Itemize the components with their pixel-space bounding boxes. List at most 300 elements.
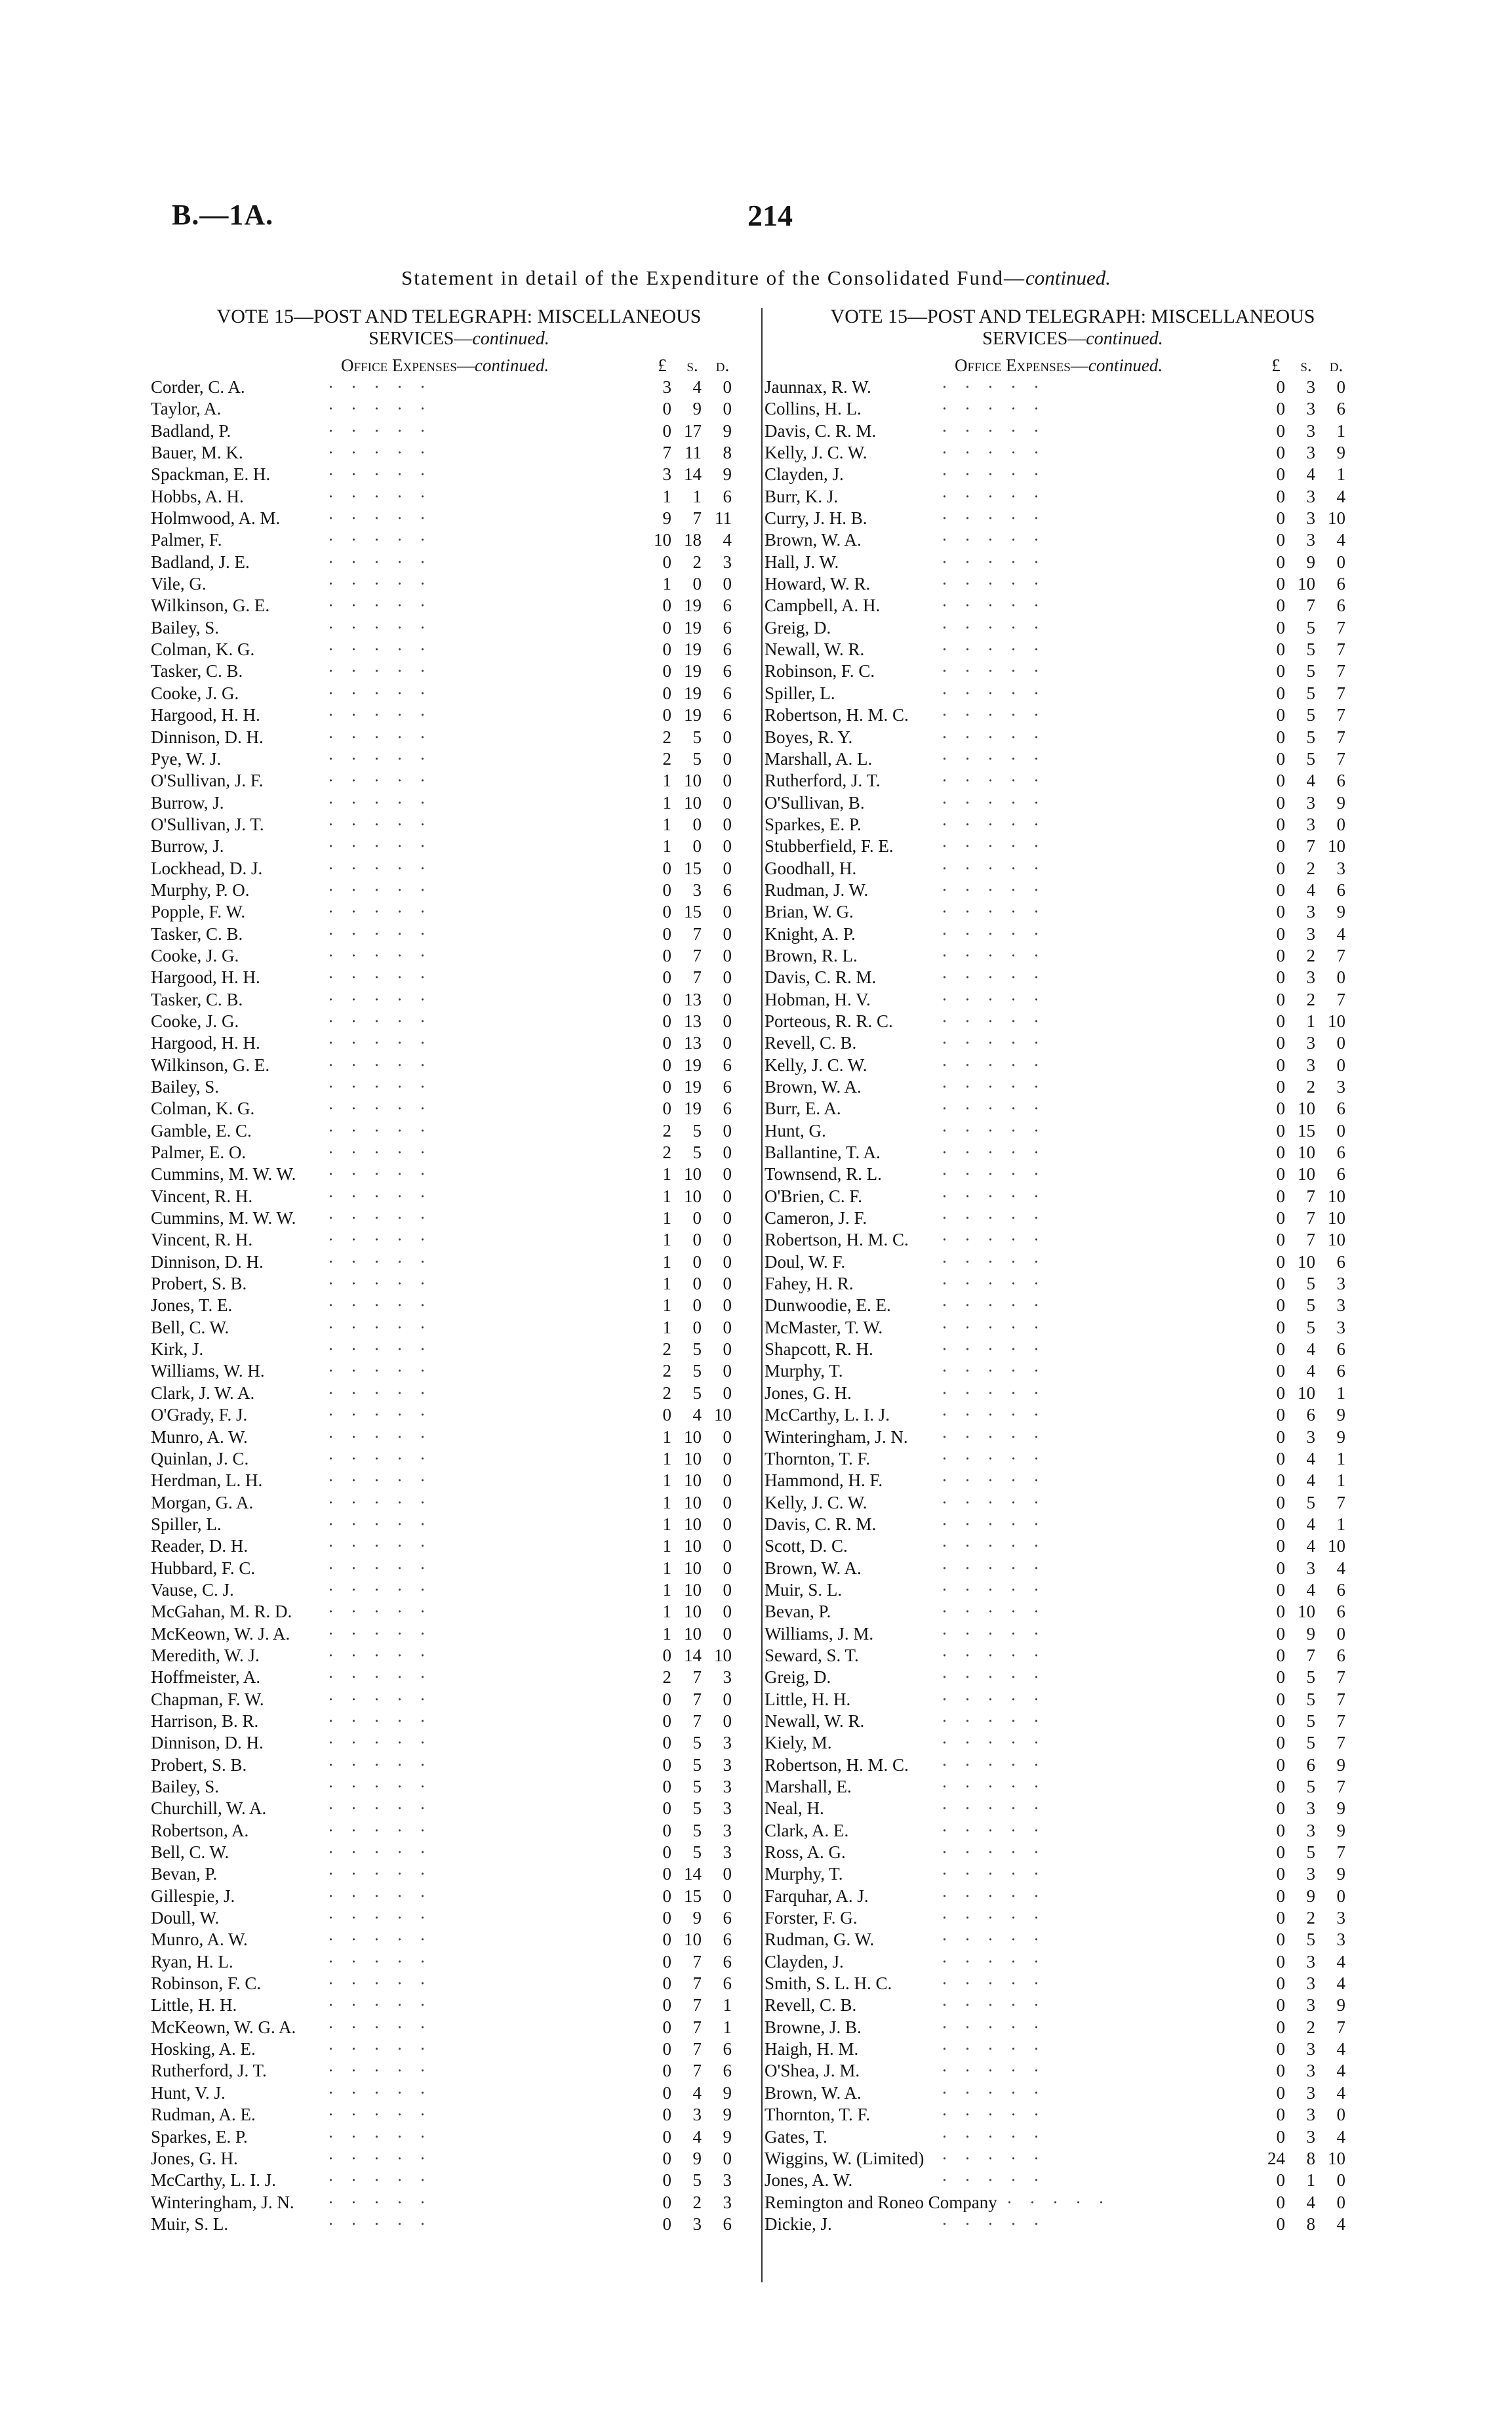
pounds-value: 0 [1276,1667,1285,1688]
pounds-value: 0 [1276,2192,1285,2212]
pounds-value: 1 [662,1470,671,1491]
page-number: 214 [747,199,793,232]
expense-row [765,1929,1381,1951]
shillings-value: 5 [1306,1842,1315,1863]
shillings-value: 3 [1306,1995,1315,2015]
expense-row [765,814,1381,836]
pence-value: 4 [1336,2061,1345,2081]
expense-row [151,2214,767,2235]
pounds-value: 0 [1276,727,1285,747]
pounds-value: 1 [662,486,671,506]
shillings-value: 5 [1306,1930,1315,1950]
shillings-value: 4 [1306,879,1315,900]
pounds-value: 0 [1276,1033,1285,1053]
pence-value: 9 [723,2082,732,2103]
shillings-value: 9 [692,399,702,419]
shillings-value: 5 [1306,639,1315,660]
pence-value: 3 [1336,1930,1345,1950]
shillings-value: 10 [684,1579,702,1600]
pounds-value: 0 [1276,814,1285,834]
shillings-value: 3 [1306,1033,1315,1053]
expense-row [151,1076,767,1098]
expense-row [765,1142,1381,1163]
pence-value: 1 [1336,1470,1345,1491]
payee-name: Tasker, C. B. [151,923,243,944]
pounds-value: 0 [662,705,671,725]
right-services-continued: continued. [1086,329,1163,349]
shillings-value: 3 [1306,814,1315,834]
payee-name: Hunt, G. [765,1120,826,1141]
pence-value: 0 [1336,2170,1345,2191]
shillings-value: 5 [1306,617,1315,637]
expense-row [151,1579,767,1601]
pounds-value: 1 [662,1492,671,1512]
payee-name: Kelly, J. C. W. [765,1492,867,1512]
pounds-value: 0 [662,1777,671,1796]
pounds-value: 0 [662,967,671,988]
shillings-value: 3 [1306,1973,1315,1994]
payee-name: Dinnison, D. H. [151,727,264,747]
shillings-value: 2 [1306,2017,1315,2037]
pounds-value: 0 [662,945,671,965]
shillings-value: 10 [1298,1602,1315,1622]
pounds-value: 1 [662,1208,671,1228]
expense-row [765,1710,1381,1732]
pence-value: 9 [723,2126,732,2147]
leader-dots: ····· [328,2039,443,2059]
payee-name: McKeown, W. G. A. [151,2017,296,2037]
shillings-value: 10 [684,1514,702,1534]
expense-row [765,1076,1381,1098]
payee-name: Porteous, R. R. C. [765,1011,893,1031]
expense-row [765,1383,1381,1404]
payee-name: Munro, A. W. [151,1930,248,1950]
pounds-value: 0 [662,858,671,878]
pounds-value: 0 [1276,1536,1285,1556]
expense-row [151,595,767,617]
pounds-value: 0 [1276,1011,1285,1031]
pence-value: 10 [714,1645,732,1665]
payee-name: Wilkinson, G. E. [151,1055,270,1075]
leader-dots: ····· [328,1930,443,1950]
shillings-value: 0 [692,1208,702,1228]
pence-value: 0 [723,377,732,397]
leader-dots: ····· [942,705,1056,725]
expense-row [151,1120,767,1142]
expense-row [765,376,1381,398]
expense-row [151,792,767,814]
leader-dots: ····· [942,945,1056,965]
left-services-continued: continued. [472,329,549,349]
leader-dots: ····· [328,2126,443,2147]
leader-dots: ····· [328,1886,443,1906]
leader-dots: ····· [328,1995,443,2015]
shillings-value: 9 [1306,1623,1315,1644]
right-expense-list [765,376,1381,2235]
pounds-value: 0 [1276,1055,1285,1075]
payee-name: Probert, S. B. [151,1274,247,1294]
right-vote-heading: VOTE 15—POST AND TELEGRAPH: MISCELLANEOUS [830,306,1315,327]
shillings-value: 4 [1306,1579,1315,1600]
expense-row [765,1404,1381,1426]
expense-row [765,727,1381,748]
shillings-value: 10 [1298,1164,1315,1184]
pence-value: 9 [1336,443,1345,463]
pence-value: 7 [1336,1492,1345,1512]
payee-name: Collins, H. L. [765,399,862,419]
pounds-value: 0 [1276,1777,1285,1796]
shillings-value: 5 [692,1842,702,1863]
payee-name: Kelly, J. C. W. [765,443,867,463]
shillings-value: 3 [692,2105,702,2125]
payee-name: Robinson, F. C. [151,1973,262,1994]
leader-dots: ····· [942,879,1056,900]
pounds-value: 0 [1276,2039,1285,2059]
expense-row [765,1448,1381,1470]
payee-name: Palmer, E. O. [151,1142,247,1163]
expense-row [151,1251,767,1273]
expense-row [151,2038,767,2060]
expense-row [765,1623,1381,1645]
leader-dots: ····· [328,1492,443,1512]
shillings-value: 10 [684,1930,702,1950]
pounds-value: 0 [1276,420,1285,441]
expense-row [151,639,767,660]
expense-row [765,1514,1381,1535]
leader-dots: ····· [942,1383,1056,1403]
pounds-value: 0 [1276,508,1285,529]
pence-value: 4 [723,530,732,550]
pence-value: 10 [714,1405,732,1425]
expense-row [151,1886,767,1907]
leader-dots: ····· [942,683,1056,703]
expense-row [765,1994,1381,2016]
payee-name: Hunt, V. J. [151,2082,226,2103]
payee-name: Rutherford, J. T. [151,2061,267,2081]
payee-name: Cummins, M. W. W. [151,1164,296,1184]
payee-name: Williams, W. H. [151,1361,265,1381]
expense-row [151,1929,767,1951]
pounds-value: 0 [662,1951,671,1971]
pounds-value: 0 [1276,858,1285,878]
payee-name: Lockhead, D. J. [151,858,263,878]
leader-dots: ····· [942,1623,1056,1644]
expense-row [765,1098,1381,1120]
shillings-value: 0 [692,574,702,594]
payee-name: O'Grady, F. J. [151,1405,248,1425]
leader-dots: ····· [942,2039,1056,2059]
pounds-value: 0 [1276,1710,1285,1731]
left-office-header [151,350,767,376]
leader-dots: ····· [942,748,1056,769]
payee-name: Brown, W. A. [765,530,862,550]
pounds-value: 0 [1276,1623,1285,1644]
pence-value: 0 [723,1361,732,1381]
payee-name: Bell, C. W. [151,1842,229,1863]
shillings-value: 3 [1306,2039,1315,2059]
leader-dots: ····· [942,1820,1056,1840]
pounds-value: 0 [1276,792,1285,813]
pence-value: 0 [723,1886,732,1906]
pence-value: 6 [1336,1142,1345,1163]
expense-row [765,1842,1381,1863]
leader-dots: ····· [942,923,1056,944]
payee-name: Wiggins, W. (Limited) [765,2148,925,2168]
shillings-value: 6 [1306,1405,1315,1425]
pounds-value: 0 [662,1033,671,1053]
pounds-value: 0 [1276,2105,1285,2125]
payee-name: Winteringham, J. N. [151,2192,294,2212]
payee-name: Dickie, J. [765,2214,832,2234]
pence-value: 6 [723,1055,732,1075]
pounds-value: 0 [1276,596,1285,616]
leader-dots: ····· [942,1754,1056,1775]
expense-row [151,1295,767,1316]
leader-dots: ····· [328,1077,443,1097]
pence-value: 1 [1336,464,1345,485]
pence-value: 6 [723,705,732,725]
pounds-value: 0 [662,420,671,441]
pence-value: 4 [1336,1973,1345,1994]
pence-value: 0 [723,727,732,747]
payee-name: Jones, G. H. [765,1383,852,1403]
shillings-value: 10 [1298,1099,1315,1119]
shillings-value: 15 [684,902,702,922]
leader-dots: ····· [328,858,443,878]
payee-name: O'Sullivan, J. F. [151,771,264,791]
expense-row [151,1186,767,1207]
pence-value: 0 [723,1208,732,1228]
expense-row [765,442,1381,464]
leader-dots: ····· [328,1099,443,1119]
pounds-value: 0 [1276,1514,1285,1534]
leader-dots: ····· [328,1274,443,1294]
pence-value: 10 [1328,1230,1345,1250]
payee-name: Brian, W. G. [765,902,854,922]
leader-dots: ····· [328,814,443,834]
payee-name: Gillespie, J. [151,1886,235,1906]
expense-row [151,2148,767,2170]
pence-value: 7 [1336,705,1345,725]
pounds-header: £ [1271,355,1281,375]
pounds-value: 0 [1276,1448,1285,1468]
leader-dots: ····· [328,443,443,463]
pounds-value: 0 [662,1886,671,1906]
shillings-header: s. [1300,355,1312,375]
expense-row [151,398,767,420]
expense-row [765,1951,1381,1973]
expense-row [151,1973,767,1994]
payee-name: Munro, A. W. [151,1426,248,1447]
leader-dots: ····· [942,1689,1056,1709]
pounds-value: 0 [1276,1099,1285,1119]
leader-dots: ····· [328,1448,443,1468]
leader-dots: ····· [328,1754,443,1775]
payee-name: Little, H. H. [765,1689,851,1709]
payee-name: Bell, C. W. [151,1317,229,1337]
payee-name: Cooke, J. G. [151,683,239,703]
pounds-value: 9 [662,508,671,529]
pounds-value: 0 [1276,1295,1285,1316]
shillings-value: 19 [684,683,702,703]
expense-row [151,770,767,792]
payee-name: Pye, W. J. [151,748,222,769]
pence-value: 6 [723,2039,732,2059]
leader-dots: ····· [328,1973,443,1994]
pounds-value: 0 [662,639,671,660]
leader-dots: ····· [942,1842,1056,1863]
leader-dots: ····· [328,377,443,397]
payee-name: Probert, S. B. [151,1754,247,1775]
shillings-value: 9 [692,2148,702,2168]
pounds-value: 0 [662,596,671,616]
leader-dots: ····· [942,1448,1056,1468]
payee-name: Brown, W. A. [765,2082,862,2103]
expense-row [765,1820,1381,1842]
pounds-value: 0 [1276,1470,1285,1491]
pence-value: 9 [723,464,732,485]
pounds-value: 1 [662,1579,671,1600]
payee-name: Clayden, J. [765,1951,844,1971]
leader-dots: ····· [328,1186,443,1206]
pence-value: 0 [723,923,732,944]
expense-row [151,617,767,639]
pence-value: 7 [1336,1777,1345,1796]
pounds-value: 0 [1276,1361,1285,1381]
shillings-value: 7 [692,923,702,944]
pounds-value: 0 [1276,902,1285,922]
leader-dots: ····· [942,858,1056,878]
payee-name: Davis, C. R. M. [765,420,877,441]
pounds-value: 0 [1276,486,1285,506]
shillings-value: 11 [685,443,702,463]
leader-dots: ····· [328,2192,443,2212]
payee-name: Hoffmeister, A. [151,1667,261,1688]
payee-name: Vincent, R. H. [151,1186,253,1206]
payee-name: O'Shea, J. M. [765,2061,860,2081]
leader-dots: ····· [942,1361,1056,1381]
pounds-value: 0 [1276,705,1285,725]
leader-dots: ····· [942,530,1056,550]
leader-dots: ····· [328,2017,443,2037]
pence-value: 9 [1336,1820,1345,1840]
pounds-value: 0 [662,1405,671,1425]
pence-value: 11 [715,508,732,529]
shillings-value: 19 [684,1055,702,1075]
shillings-value: 7 [692,2061,702,2081]
pence-value: 7 [1336,617,1345,637]
shillings-value: 10 [1298,1142,1315,1163]
shillings-value: 3 [1306,2061,1315,2081]
expense-row [765,573,1381,595]
pence-value: 6 [723,486,732,506]
payee-name: Vause, C. J. [151,1579,234,1600]
payee-name: Jones, A. W. [765,2170,853,2191]
payee-name: Forster, F. G. [765,1908,858,1928]
pounds-value: 0 [1276,1973,1285,1994]
shillings-value: 1 [692,486,702,506]
pence-value: 0 [1336,2192,1345,2212]
payee-name: Burrow, J. [151,836,224,857]
leader-dots: ····· [942,989,1056,1009]
pence-value: 6 [723,1973,732,1994]
pence-value: 9 [723,420,732,441]
expense-row [151,923,767,945]
pence-value: 6 [723,1951,732,1971]
leader-dots: ····· [942,2170,1056,2191]
shillings-value: 3 [1306,1820,1315,1840]
shillings-value: 3 [1306,1864,1315,1884]
payee-name: Greig, D. [765,1667,831,1688]
pence-value: 4 [1336,2214,1345,2234]
leader-dots: ····· [942,639,1056,660]
pence-value: 0 [723,1623,732,1644]
pence-value: 0 [723,1492,732,1512]
pence-value: 6 [1336,1579,1345,1600]
leader-dots: ····· [328,2082,443,2103]
pence-value: 0 [723,1317,732,1337]
shillings-value: 19 [684,617,702,637]
expense-row [151,1623,767,1645]
pence-value: 0 [723,1470,732,1491]
payee-name: Doull, W. [151,1908,220,1928]
payee-name: Jones, G. H. [151,2148,238,2168]
pence-value: 3 [723,1820,732,1840]
leader-dots: ····· [942,1208,1056,1228]
payee-name: Spiller, L. [151,1514,222,1534]
pence-value: 9 [1336,1798,1345,1819]
shillings-value: 5 [1306,1689,1315,1709]
expense-row [765,858,1381,879]
leader-dots: ····· [942,1077,1056,1097]
pounds-value: 0 [1276,1274,1285,1294]
pence-value: 9 [1336,902,1345,922]
payee-name: Howard, W. R. [765,574,871,594]
pence-value: 6 [723,1099,732,1119]
shillings-value: 5 [1306,748,1315,769]
shillings-value: 10 [684,1448,702,1468]
expense-row [151,508,767,529]
payee-name: Rudman, A. E. [151,2105,256,2125]
expense-row [765,1798,1381,1819]
leader-dots: ····· [942,1142,1056,1163]
expense-row [151,1535,767,1557]
shillings-value: 7 [1306,1230,1315,1250]
shillings-value: 7 [692,1973,702,1994]
payee-name: Hobman, H. V. [765,989,871,1009]
payee-name: Jones, T. E. [151,1295,233,1316]
payee-name: Churchill, W. A. [151,1798,267,1819]
expense-row [765,508,1381,529]
expense-row [151,1404,767,1426]
payee-name: Marshall, E. [765,1777,852,1796]
leader-dots: ····· [328,420,443,441]
leader-dots: ····· [328,792,443,813]
shillings-value: 2 [1306,858,1315,878]
payee-name: Burrow, J. [151,792,224,813]
payee-name: Kiely, M. [765,1733,832,1753]
shillings-value: 7 [692,1951,702,1971]
shillings-value: 7 [1306,596,1315,616]
pence-value: 3 [723,1733,732,1753]
pounds-value: 0 [1276,836,1285,857]
payee-name: Bailey, S. [151,617,219,637]
shillings-value: 7 [692,508,702,529]
pounds-value: 0 [662,617,671,637]
pounds-value: 2 [662,1142,671,1163]
pounds-value: 0 [1276,1930,1285,1950]
expense-row [151,989,767,1011]
